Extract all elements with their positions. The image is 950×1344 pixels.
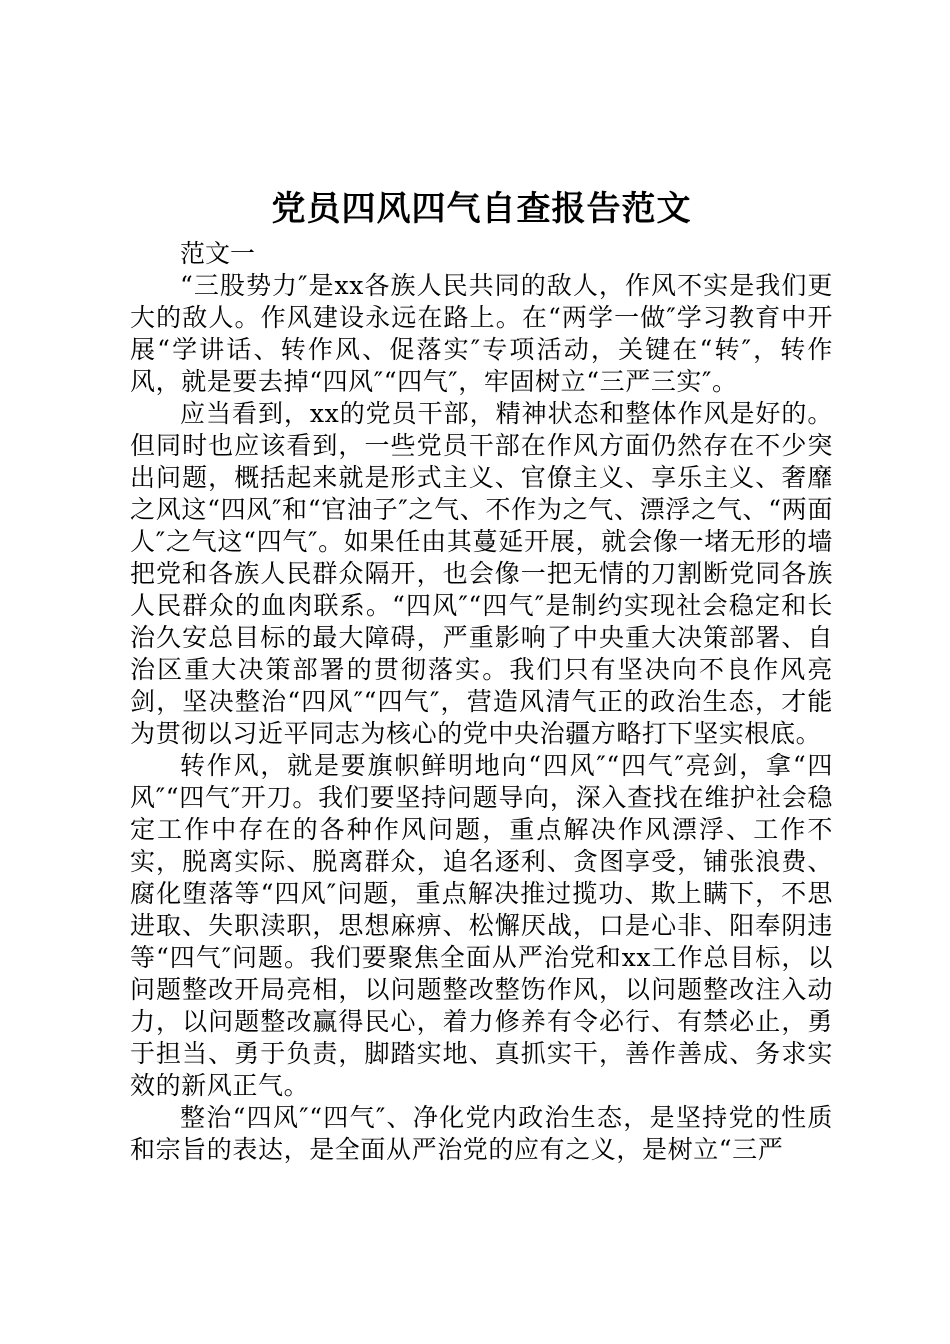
paragraph-2: 应当看到，xx的党员干部，精神状态和整体作风是好的。但同时也应该看到，一些党员干部在作风方面仍然存在不少突出问题，概括起来就是形式主义、官僚主义、享乐主义、奢靡之风这“四风″和“官油子″之气、不作为之气、漂浮之气、“两面人″之气这“四气″。如果任由其蔓延开展，就会像一堵无形的墙把党和各族人民群众隔开，也会像一把无情的刀割断党同各族人民群众的血肉联系。“四风″“四气″是制约实现社会稳定和长治久安总目标的最大障碍，严重影响了中央重大决策部署、自治区重大决策部署的贯彻落实。我们只有坚决向不良作风亮剑，坚决整治“四风″“四气″，营造风清气正的政治生态，才能为贯彻以习近平同志为核心的党中央治疆方略打下坚实根底。 xyxy=(130,399,833,748)
paragraph-1: “三股势力″是xx各族人民共同的敌人，作风不实是我们更大的敌人。作风建设永远在路上。在“两学一做″学习教育中开展“学讲话、转作风、促落实″专项活动，关键在“转″，转作风，就是要去掉“四风″“四气″，牢固树立“三严三实″。 xyxy=(130,271,833,396)
section-label: 范文一 xyxy=(180,239,256,268)
document-title: 党员四风四气自查报告范文 xyxy=(271,189,692,229)
paragraph-3: 转作风，就是要旗帜鲜明地向“四风″“四气″亮剑，拿“四风″“四气″开刀。我们要坚持问题导向，深入查找在维护社会稳定工作中存在的各种作风问题，重点解决作风漂浮、工作不实，脱离实际、脱离群众，追名逐利、贪图享受，铺张浪费、腐化堕落等“四风″问题，重点解决推过揽功、欺上瞒下，不思进取、失职渎职，思想麻痹、松懈厌战，口是心非、阳奉阴违等“四气″问题。我们要聚焦全面从严治党和xx工作总目标，以问题整改开局亮相，以问题整改整饬作风，以问题整改注入动力，以问题整改赢得民心，着力修养有令必行、有禁必止，勇于担当、勇于负责，脚踏实地、真抓实干，善作善成、务求实效的新风正气。 xyxy=(130,751,833,1100)
paragraph-4: 整治“四风″“四气″、净化党内政治生态，是坚持党的性质和宗旨的表达，是全面从严治党的应有之义，是树立“三严 xyxy=(130,1103,833,1164)
document-page xyxy=(130,180,833,1166)
